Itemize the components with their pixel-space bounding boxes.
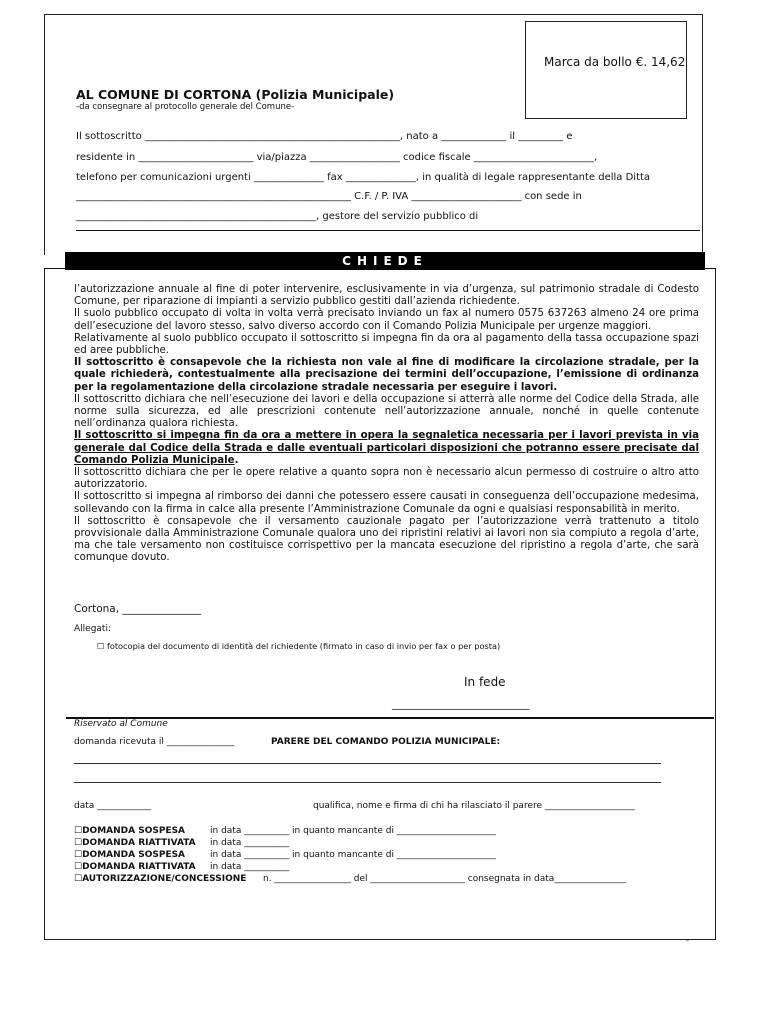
parere-title: PARERE DEL COMANDO POLIZIA MUNICIPALE:: [271, 737, 501, 747]
page-subtitle: -da consegnare al protocollo generale del Comune-: [76, 102, 295, 112]
body-frame-top-left: [44, 268, 65, 269]
form-line-3: telefono per comunicazioni urgenti ______________ fax ______________, in qualità di legale rappresentante della Ditta: [76, 172, 651, 183]
form-line-5: ________________________________________________, gestore del servizio pubblico di: [76, 211, 479, 222]
paragraph: Il sottoscritto si impegna al rimborso dei danni che potessero essere causati in conseguenza dell’occupazione medesima, sollevando con la firma in calce alla presente l’Amministrazione Comunale da ogni e qualsiasi responsabilità in merito.: [74, 491, 699, 515]
reserved-label: Riservato al Comune: [74, 719, 168, 729]
divider-top: [76, 230, 700, 231]
form-line-2: residente in _______________________ via/piazza __________________ codice fiscale ________________________,: [76, 152, 598, 163]
qualifica-line: qualifica, nome e firma di chi ha rilasciato il parere ____________________: [313, 801, 635, 811]
status-riattivata-1[interactable]: ☐DOMANDA RIATTIVATA: [74, 838, 196, 848]
status-autorizzazione-detail: n. _________________ del _____________________ consegnata in data________________: [263, 874, 627, 884]
status-autorizzazione[interactable]: ☐AUTORIZZAZIONE/CONCESSIONE: [74, 874, 247, 884]
chiede-banner: CHIEDE: [65, 252, 705, 270]
status-sospesa-1[interactable]: ☐DOMANDA SOSPESA: [74, 826, 186, 836]
paragraph: Relativamente al suolo pubblico occupato il sottoscritto si impegna fin da ora al pagamento della tassa occupazione spazi ed aree pubbliche.: [74, 332, 699, 357]
paragraph: Il sottoscritto è consapevole che il versamento cauzionale pagato per l’autorizzazione verrà trattenuto a titolo provvisionale dalla Amministrazione Comunale qualora uno dei ripristini relativi ai lavori non sia compiuto a regola d’arte, ma che tale versamento non costituisce corrispettivo per la mancata esecuzione del ripristino a regola d’arte, che sarà comunque dovuto.: [74, 515, 699, 564]
stamp-label: Marca da bollo €. 14,62: [544, 55, 686, 69]
paragraph: Il suolo pubblico occupato di volta in volta verrà precisato inviando un fax al numero 0575 637263 almeno 24 ore prima dell’esecuzione del lavoro stesso, salvo diverso accordo con il Comando Polizia Municipale per urgenze maggiori.: [74, 308, 699, 332]
status-sospesa-2[interactable]: ☐DOMANDA SOSPESA: [74, 850, 186, 860]
data-line: data ____________: [74, 801, 152, 811]
paragraph: Il sottoscritto dichiara che per le opere relative a quanto sopra non è necessario alcun permesso di costruire o altro atto autorizzatorio.: [74, 467, 699, 491]
request-body: [74, 284, 699, 565]
in-fede: In fede: [464, 675, 506, 689]
signature-line[interactable]: _________________________: [392, 697, 530, 710]
received-line: domanda ricevuta il _______________: [74, 737, 235, 747]
allegato-item[interactable]: ☐ fotocopia del documento di identità del richiedente (firmato in caso di invio per fax o per posta): [97, 641, 501, 651]
page-mark: -: [686, 936, 690, 946]
form-line-4: _______________________________________________________ C.F. / P. IVA ______________________ con sede in: [76, 191, 582, 202]
parere-line-1: [74, 763, 661, 764]
paragraph: l’autorizzazione annuale al fine di poter intervenire, esclusivamente in via d’urgenza, sul patrimonio stradale di Codesto Comune, per riparazione di impianti a servizio pubblico gestiti dall’azienda richiedente.: [74, 284, 699, 308]
page-title: AL COMUNE DI CORTONA (Polizia Municipale): [76, 87, 395, 102]
status-riattivata-2[interactable]: ☐DOMANDA RIATTIVATA: [74, 862, 196, 872]
underlined-text-end: .: [234, 454, 239, 466]
status-sospesa-1-detail: in data __________ in quanto mancante di ______________________: [210, 826, 496, 836]
form-line-1: Il sottoscritto ___________________________________________________, nato a _____________ il _________ e: [76, 131, 573, 142]
paragraph-underlined: [74, 430, 699, 467]
status-riattivata-2-detail: in data __________: [210, 862, 290, 872]
allegati-label: Allegati:: [74, 624, 111, 634]
place-date: Cortona, _______________: [74, 603, 202, 615]
parere-line-2: [74, 782, 661, 783]
stamp-box: [525, 21, 687, 119]
status-sospesa-2-detail: in data __________ in quanto mancante di ______________________: [210, 850, 496, 860]
paragraph-bold: Il sottoscritto è consapevole che la richiesta non vale al fine di modificare la circolazione stradale, per la quale richiederà, contestualmente alla precisazione dei termini dell’occupazione, l’emissione di ordinanza per la regolamentazione della circolazione stradale necessaria per eseguire i lavori.: [74, 357, 699, 393]
underlined-text: Il sottoscritto si impegna fin da ora a mettere in opera la segnaletica necessaria per i lavori prevista in via generale dal Codice della Strada e dalle eventuali particolari disposizioni che potranno essere precisate dal Comando Polizia Municipale: [74, 430, 699, 466]
body-frame-top-right: [705, 268, 715, 269]
paragraph: Il sottoscritto dichiara che nell’esecuzione dei lavori e della occupazione si atterrà alle norme del Codice della Strada, alle norme sulla sicurezza, ed alle prescrizioni contenute nell’autorizzazione annuale, nonché in quelle contenute nell’ordinanza qualora richiesta.: [74, 393, 699, 430]
status-riattivata-1-detail: in data __________: [210, 838, 290, 848]
